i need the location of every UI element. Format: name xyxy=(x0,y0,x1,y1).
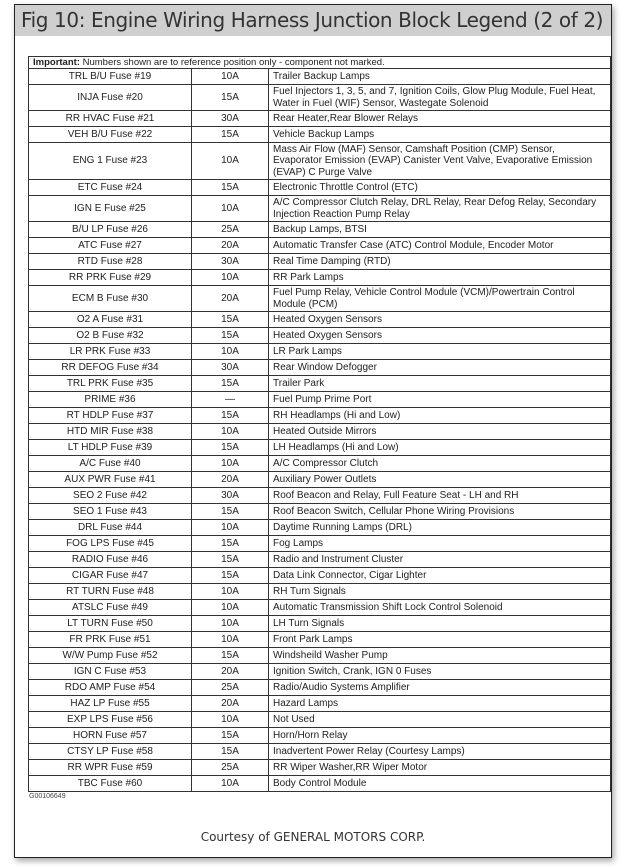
fuse-description-cell: Data Link Connector, Cigar Lighter xyxy=(269,568,611,584)
fuse-amperage-cell: 25A xyxy=(192,680,269,696)
table-row xyxy=(29,696,611,712)
table-row xyxy=(29,392,611,408)
fuse-amperage-cell: 20A xyxy=(192,286,269,312)
fuse-description-cell: Rear Window Defogger xyxy=(269,360,611,376)
fuse-amperage-cell: 15A xyxy=(192,312,269,328)
fuse-description-cell: RR Wiper Washer,RR Wiper Motor xyxy=(269,760,611,776)
fuse-description-cell: Vehicle Backup Lamps xyxy=(269,127,611,143)
fuse-legend-table xyxy=(28,56,611,792)
fuse-name-cell: CIGAR Fuse #47 xyxy=(29,568,192,584)
fuse-amperage-cell: 15A xyxy=(192,85,269,111)
fuse-description-cell: Fuel Pump Prime Port xyxy=(269,392,611,408)
fuse-name-cell: O2 B Fuse #32 xyxy=(29,328,192,344)
fuse-name-cell: RT HDLP Fuse #37 xyxy=(29,408,192,424)
fuse-amperage-cell: 15A xyxy=(192,536,269,552)
fuse-description-cell: Electronic Throttle Control (ETC) xyxy=(269,180,611,196)
figure-code: G00106649 xyxy=(29,793,66,800)
courtesy-credit: Courtesy of GENERAL MOTORS CORP. xyxy=(200,830,426,844)
fuse-description-cell: RH Turn Signals xyxy=(269,584,611,600)
fuse-description-cell: Roof Beacon and Relay, Full Feature Seat - LH and RH xyxy=(269,488,611,504)
fuse-amperage-cell: 10A xyxy=(192,584,269,600)
fuse-name-cell: SEO 1 Fuse #43 xyxy=(29,504,192,520)
fuse-description-cell: Heated Oxygen Sensors xyxy=(269,328,611,344)
fuse-description-cell: Not Used xyxy=(269,712,611,728)
important-label: Important: xyxy=(33,57,80,68)
table-row xyxy=(29,456,611,472)
fuse-amperage-cell: 30A xyxy=(192,360,269,376)
fuse-amperage-cell: 10A xyxy=(192,600,269,616)
fuse-description-cell: Fuel Injectors 1, 3, 5, and 7, Ignition Coils, Glow Plug Module, Fuel Heat, Water in Fuel (WIF) Sensor, Wastegate Solenoid xyxy=(269,85,611,111)
fuse-amperage-cell: 20A xyxy=(192,664,269,680)
fuse-name-cell: RT TURN Fuse #48 xyxy=(29,584,192,600)
fuse-name-cell: LT TURN Fuse #50 xyxy=(29,616,192,632)
table-row xyxy=(29,520,611,536)
fuse-name-cell: IGN C Fuse #53 xyxy=(29,664,192,680)
table-row xyxy=(29,712,611,728)
table-row xyxy=(29,552,611,568)
table-row xyxy=(29,286,611,312)
fuse-amperage-cell: 15A xyxy=(192,568,269,584)
fuse-description-cell: A/C Compressor Clutch xyxy=(269,456,611,472)
fuse-name-cell: IGN E Fuse #25 xyxy=(29,196,192,222)
table-row xyxy=(29,408,611,424)
table-row xyxy=(29,69,611,85)
fuse-amperage-cell: 30A xyxy=(192,111,269,127)
fuse-description-cell: Automatic Transfer Case (ATC) Control Module, Encoder Motor xyxy=(269,238,611,254)
fuse-amperage-cell: 10A xyxy=(192,344,269,360)
fuse-name-cell: O2 A Fuse #31 xyxy=(29,312,192,328)
fuse-name-cell: VEH B/U Fuse #22 xyxy=(29,127,192,143)
table-row xyxy=(29,536,611,552)
fuse-name-cell: HORN Fuse #57 xyxy=(29,728,192,744)
fuse-amperage-cell: 25A xyxy=(192,222,269,238)
fuse-amperage-cell: 30A xyxy=(192,488,269,504)
fuse-name-cell: RR PRK Fuse #29 xyxy=(29,270,192,286)
table-row xyxy=(29,472,611,488)
fuse-name-cell: CTSY LP Fuse #58 xyxy=(29,744,192,760)
fuse-description-cell: A/C Compressor Clutch Relay, DRL Relay, Rear Defog Relay, Secondary Injection Reaction Pump Relay xyxy=(269,196,611,222)
table-row xyxy=(29,648,611,664)
fuse-amperage-cell: 15A xyxy=(192,180,269,196)
table-row xyxy=(29,616,611,632)
fuse-amperage-cell: 10A xyxy=(192,456,269,472)
fuse-amperage-cell: 15A xyxy=(192,728,269,744)
fuse-amperage-cell: 20A xyxy=(192,238,269,254)
figure-title: Fig 10: Engine Wiring Harness Junction Block Legend (2 of 2) xyxy=(21,8,604,32)
title-bar xyxy=(15,5,611,36)
fuse-name-cell: B/U LP Fuse #26 xyxy=(29,222,192,238)
fuse-description-cell: Rear Heater,Rear Blower Relays xyxy=(269,111,611,127)
fuse-name-cell: LT HDLP Fuse #39 xyxy=(29,440,192,456)
table-row xyxy=(29,664,611,680)
table-row xyxy=(29,632,611,648)
fuse-amperage-cell: 15A xyxy=(192,744,269,760)
table-row xyxy=(29,143,611,180)
fuse-description-cell: Auxiliary Power Outlets xyxy=(269,472,611,488)
fuse-description-cell: RH Headlamps (Hi and Low) xyxy=(269,408,611,424)
fuse-description-cell: Radio and Instrument Cluster xyxy=(269,552,611,568)
important-text: Numbers shown are to reference position only - component not marked. xyxy=(79,57,385,68)
table-row xyxy=(29,127,611,143)
fuse-description-cell: Heated Outside Mirrors xyxy=(269,424,611,440)
table-row xyxy=(29,488,611,504)
fuse-description-cell: Radio/Audio Systems Amplifier xyxy=(269,680,611,696)
table-row xyxy=(29,728,611,744)
fuse-description-cell: Ignition Switch, Crank, IGN 0 Fuses xyxy=(269,664,611,680)
fuse-name-cell: LR PRK Fuse #33 xyxy=(29,344,192,360)
fuse-name-cell: TBC Fuse #60 xyxy=(29,776,192,792)
fuse-amperage-cell: 10A xyxy=(192,424,269,440)
fuse-amperage-cell: 15A xyxy=(192,127,269,143)
table-row xyxy=(29,328,611,344)
fuse-description-cell: Mass Air Flow (MAF) Sensor, Camshaft Position (CMP) Sensor, Evaporator Emission (EVAP) Canister Vent Valve, Evaporative Emission (EVAP) C Purge Valve xyxy=(269,143,611,180)
fuse-name-cell: FR PRK Fuse #51 xyxy=(29,632,192,648)
fuse-description-cell: LR Park Lamps xyxy=(269,344,611,360)
table-row xyxy=(29,568,611,584)
fuse-amperage-cell: 15A xyxy=(192,328,269,344)
fuse-amperage-cell: 15A xyxy=(192,504,269,520)
fuse-description-cell: Real Time Damping (RTD) xyxy=(269,254,611,270)
fuse-name-cell: A/C Fuse #40 xyxy=(29,456,192,472)
fuse-name-cell: SEO 2 Fuse #42 xyxy=(29,488,192,504)
fuse-name-cell: ETC Fuse #24 xyxy=(29,180,192,196)
fuse-description-cell: Hazard Lamps xyxy=(269,696,611,712)
fuse-amperage-cell: 15A xyxy=(192,552,269,568)
figure-frame xyxy=(14,4,612,858)
fuse-name-cell: W/W Pump Fuse #52 xyxy=(29,648,192,664)
fuse-name-cell: HTD MIR Fuse #38 xyxy=(29,424,192,440)
fuse-description-cell: RR Park Lamps xyxy=(269,270,611,286)
table-row xyxy=(29,376,611,392)
table-row xyxy=(29,254,611,270)
fuse-name-cell: ATC Fuse #27 xyxy=(29,238,192,254)
fuse-name-cell: DRL Fuse #44 xyxy=(29,520,192,536)
fuse-description-cell: Horn/Horn Relay xyxy=(269,728,611,744)
fuse-description-cell: Body Control Module xyxy=(269,776,611,792)
fuse-description-cell: Automatic Transmission Shift Lock Control Solenoid xyxy=(269,600,611,616)
fuse-name-cell: TRL PRK Fuse #35 xyxy=(29,376,192,392)
table-row xyxy=(29,776,611,792)
table-row xyxy=(29,196,611,222)
fuse-description-cell: Trailer Backup Lamps xyxy=(269,69,611,85)
fuse-amperage-cell: 10A xyxy=(192,632,269,648)
table-row xyxy=(29,760,611,776)
fuse-description-cell: LH Turn Signals xyxy=(269,616,611,632)
fuse-name-cell: EXP LPS Fuse #56 xyxy=(29,712,192,728)
fuse-amperage-cell: 10A xyxy=(192,69,269,85)
fuse-amperage-cell: 10A xyxy=(192,143,269,180)
fuse-name-cell: FOG LPS Fuse #45 xyxy=(29,536,192,552)
fuse-name-cell: RR WPR Fuse #59 xyxy=(29,760,192,776)
important-note xyxy=(29,57,611,69)
table-row xyxy=(29,584,611,600)
fuse-amperage-cell: 10A xyxy=(192,776,269,792)
fuse-description-cell: Windsheild Washer Pump xyxy=(269,648,611,664)
table-row xyxy=(29,504,611,520)
table-row xyxy=(29,360,611,376)
fuse-name-cell: INJA Fuse #20 xyxy=(29,85,192,111)
fuse-description-cell: Fuel Pump Relay, Vehicle Control Module (VCM)/Powertrain Control Module (PCM) xyxy=(269,286,611,312)
fuse-description-cell: Inadvertent Power Relay (Courtesy Lamps) xyxy=(269,744,611,760)
fuse-amperage-cell: 30A xyxy=(192,254,269,270)
table-row xyxy=(29,270,611,286)
fuse-description-cell: Roof Beacon Switch, Cellular Phone Wiring Provisions xyxy=(269,504,611,520)
fuse-name-cell: AUX PWR Fuse #41 xyxy=(29,472,192,488)
fuse-name-cell: RR HVAC Fuse #21 xyxy=(29,111,192,127)
fuse-name-cell: HAZ LP Fuse #55 xyxy=(29,696,192,712)
table-row xyxy=(29,600,611,616)
fuse-name-cell: ATSLC Fuse #49 xyxy=(29,600,192,616)
fuse-amperage-cell: — xyxy=(192,392,269,408)
fuse-name-cell: ECM B Fuse #30 xyxy=(29,286,192,312)
table-row xyxy=(29,238,611,254)
fuse-description-cell: Front Park Lamps xyxy=(269,632,611,648)
fuse-amperage-cell: 20A xyxy=(192,696,269,712)
table-row xyxy=(29,440,611,456)
table-row xyxy=(29,180,611,196)
fuse-description-cell: Heated Oxygen Sensors xyxy=(269,312,611,328)
fuse-amperage-cell: 15A xyxy=(192,408,269,424)
fuse-amperage-cell: 25A xyxy=(192,760,269,776)
fuse-amperage-cell: 10A xyxy=(192,616,269,632)
fuse-amperage-cell: 20A xyxy=(192,472,269,488)
table-row xyxy=(29,222,611,238)
fuse-name-cell: RR DEFOG Fuse #34 xyxy=(29,360,192,376)
fuse-amperage-cell: 10A xyxy=(192,196,269,222)
fuse-amperage-cell: 10A xyxy=(192,270,269,286)
fuse-description-cell: LH Headlamps (Hi and Low) xyxy=(269,440,611,456)
fuse-description-cell: Backup Lamps, BTSI xyxy=(269,222,611,238)
fuse-amperage-cell: 15A xyxy=(192,648,269,664)
fuse-name-cell: TRL B/U Fuse #19 xyxy=(29,69,192,85)
table-row xyxy=(29,344,611,360)
fuse-amperage-cell: 10A xyxy=(192,712,269,728)
fuse-name-cell: RADIO Fuse #46 xyxy=(29,552,192,568)
table-row xyxy=(29,111,611,127)
fuse-amperage-cell: 10A xyxy=(192,520,269,536)
important-note-row xyxy=(29,57,611,69)
table-row xyxy=(29,424,611,440)
fuse-name-cell: PRIME #36 xyxy=(29,392,192,408)
table-row xyxy=(29,744,611,760)
fuse-name-cell: ENG 1 Fuse #23 xyxy=(29,143,192,180)
fuse-name-cell: RDO AMP Fuse #54 xyxy=(29,680,192,696)
table-row xyxy=(29,680,611,696)
table-row xyxy=(29,85,611,111)
table-row xyxy=(29,312,611,328)
fuse-description-cell: Daytime Running Lamps (DRL) xyxy=(269,520,611,536)
fuse-amperage-cell: 15A xyxy=(192,376,269,392)
fuse-name-cell: RTD Fuse #28 xyxy=(29,254,192,270)
fuse-amperage-cell: 15A xyxy=(192,440,269,456)
fuse-description-cell: Fog Lamps xyxy=(269,536,611,552)
fuse-description-cell: Trailer Park xyxy=(269,376,611,392)
